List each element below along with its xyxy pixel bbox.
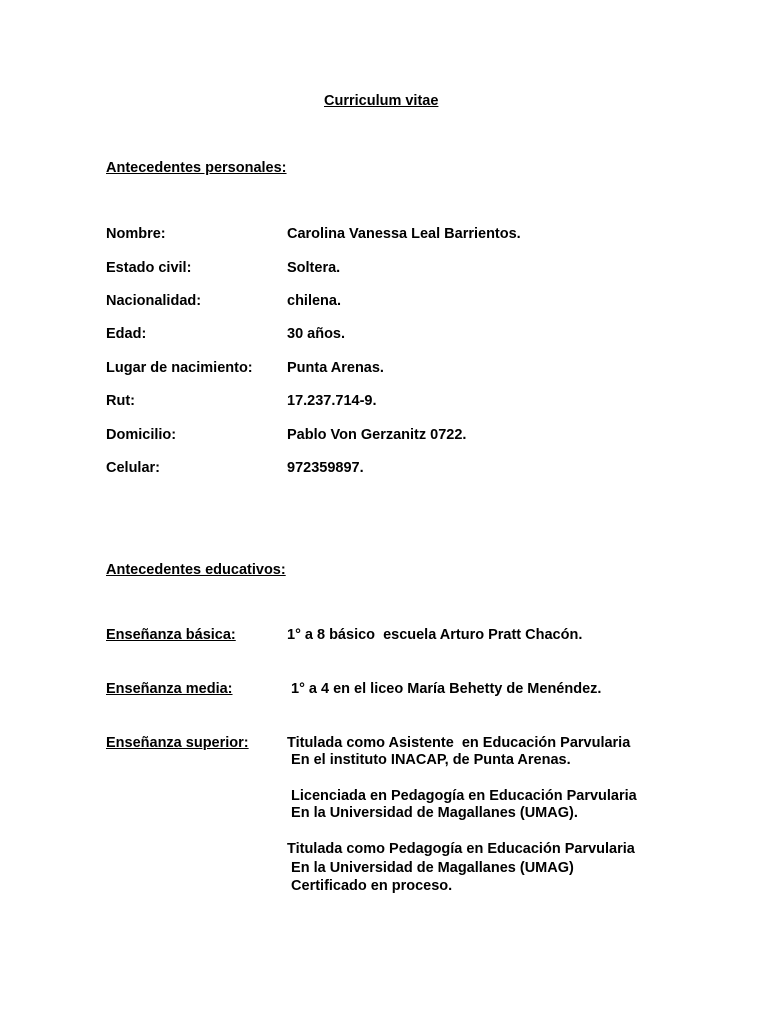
superior-line-2: En el instituto INACAP, de Punta Arenas. bbox=[287, 752, 571, 768]
education-heading: Antecedentes educativos: bbox=[106, 562, 286, 578]
label-edad: Edad: bbox=[106, 326, 147, 342]
label-lugar-nacimiento: Lugar de nacimiento: bbox=[106, 360, 253, 376]
superior-line-3: Licenciada en Pedagogía en Educación Parvularia bbox=[287, 788, 637, 804]
value-nombre: Carolina Vanessa Leal Barrientos. bbox=[287, 226, 521, 242]
label-celular: Celular: bbox=[106, 460, 160, 476]
value-nacionalidad: chilena. bbox=[287, 293, 341, 309]
value-celular: 972359897. bbox=[287, 460, 364, 476]
value-rut: 17.237.714-9. bbox=[287, 393, 377, 409]
page-title: Curriculum vitae bbox=[324, 93, 439, 109]
value-domicilio: Pablo Von Gerzanitz 0722. bbox=[287, 427, 467, 443]
label-nacionalidad: Nacionalidad: bbox=[106, 293, 202, 309]
value-ensenanza-basica: 1° a 8 básico escuela Arturo Pratt Chacón. bbox=[287, 627, 583, 643]
label-ensenanza-basica: Enseñanza básica: bbox=[106, 627, 236, 643]
superior-line-1: Titulada como Asistente en Educación Parvularia bbox=[287, 735, 631, 751]
label-ensenanza-media: Enseñanza media: bbox=[106, 681, 233, 697]
personal-heading: Antecedentes personales: bbox=[106, 160, 287, 176]
label-estado-civil: Estado civil: bbox=[106, 260, 192, 276]
label-nombre: Nombre: bbox=[106, 226, 166, 242]
superior-line-6: En la Universidad de Magallanes (UMAG) bbox=[287, 860, 574, 876]
label-ensenanza-superior: Enseñanza superior: bbox=[106, 735, 249, 751]
superior-line-5: Titulada como Pedagogía en Educación Parvularia bbox=[287, 841, 635, 857]
value-edad: 30 años. bbox=[287, 326, 346, 342]
superior-line-4: En la Universidad de Magallanes (UMAG). bbox=[287, 805, 578, 821]
superior-line-7: Certificado en proceso. bbox=[287, 878, 453, 894]
value-ensenanza-media: 1° a 4 en el liceo María Behetty de Menéndez. bbox=[287, 681, 602, 697]
value-lugar-nacimiento: Punta Arenas. bbox=[287, 360, 384, 376]
label-domicilio: Domicilio: bbox=[106, 427, 177, 443]
value-estado-civil: Soltera. bbox=[287, 260, 341, 276]
label-rut: Rut: bbox=[106, 393, 135, 409]
